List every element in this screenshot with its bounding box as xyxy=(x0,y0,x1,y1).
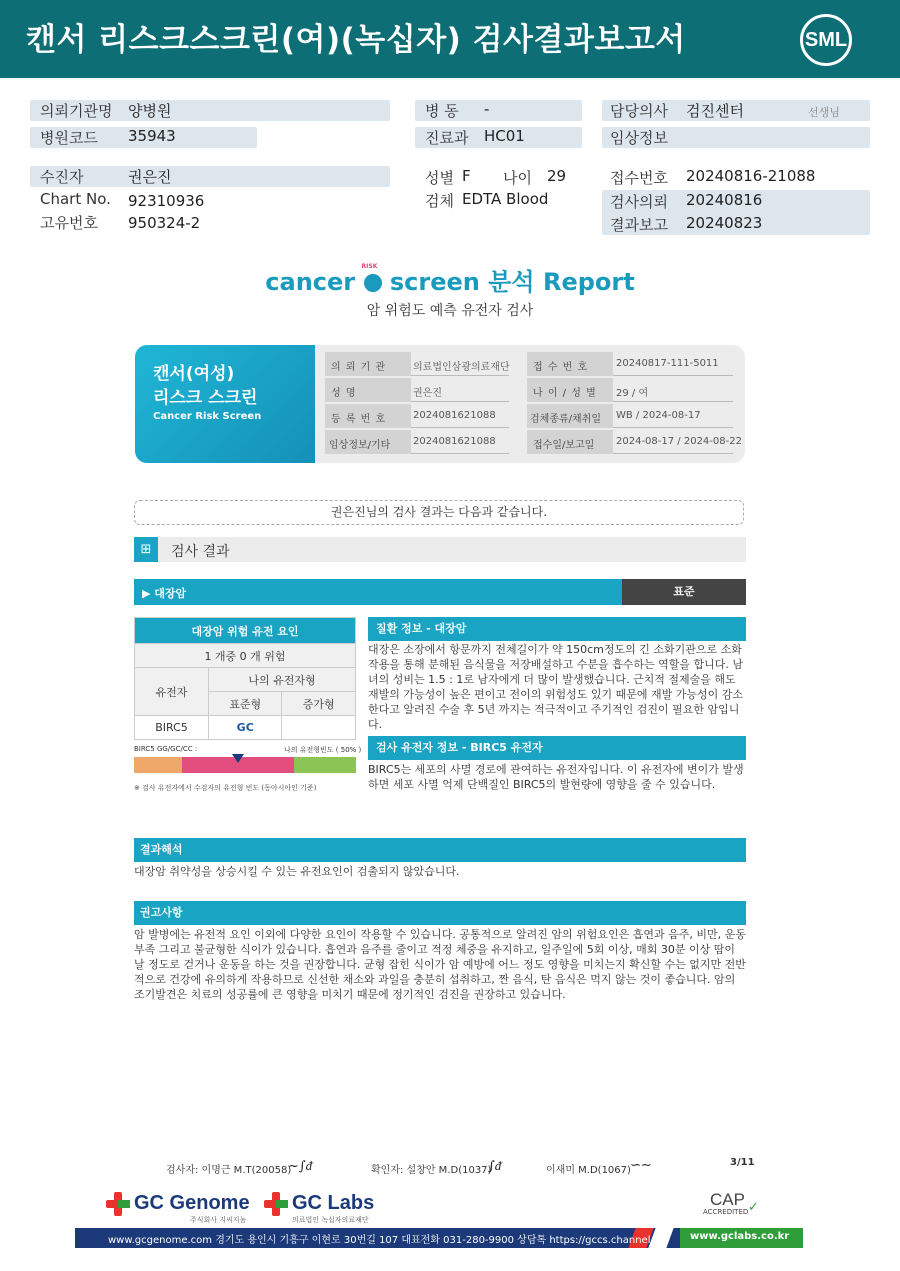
card-value: 의료법인삼광의료재단 xyxy=(413,362,510,373)
info-card xyxy=(135,345,745,463)
gc-labs-cross-icon xyxy=(264,1192,288,1216)
result-notice: 권은진님의 검사 결과는 다음과 같습니다. xyxy=(134,500,744,525)
card-banner xyxy=(135,345,315,463)
card-value: 29 / 여 xyxy=(616,388,649,399)
report-label: 결과보고 xyxy=(610,216,668,234)
card-value: 2024081621088 xyxy=(413,410,496,421)
chart-label: Chart No. xyxy=(40,190,111,208)
recommend-text: 암 발병에는 유전적 요인 이외에 다양한 요인이 작용할 수 있습니다. 공통적으로 알려진 암의 위험요인은 흡연과 음주, 비만, 운동 부족 그리고 불균형한 식이가 있습니다. 흡연과 음주를 줄이고 적정 체중을 유지하고, 일주일에 5회 이상, 매회 30분 이상 땀이 날 정도로 걷거나 운동을 하는 것을 권장합니다. 균형 잡힌 식이가 암 예방에 어느 정도 영향을 미치는지 확신할 수는 없지만 전반적으로 건강에 유의하게 작용하므로 신선한 채소와 과일을 충분히 섭취하고, 짠 음식, 탄 음식은 먹지 않는 것이 좋습니다. 암의 조기발견은 치료의 성공률에 큰 영향을 미치기 때문에 정기적인 검진을 권장하고 있습니다. xyxy=(134,928,746,1001)
doctor-label: 담당의사 xyxy=(610,102,668,120)
cancer-screen-logo xyxy=(0,262,900,297)
card-key: 등 록 번 호 xyxy=(331,414,387,425)
scale-segment-low xyxy=(134,757,182,773)
code-label: 병원코드 xyxy=(40,129,98,147)
clinical-label: 임상정보 xyxy=(610,129,668,147)
scale-note: ※ 검사 유전자에서 수검자의 유전형 빈도 (동아시아인 기준) xyxy=(134,784,317,792)
ward-label: 병 동 xyxy=(425,102,459,120)
gc-labs-logo: GC Labs xyxy=(292,1192,375,1214)
brand-report: 분석 Report xyxy=(488,268,635,296)
confirmer2-info: 이새미 M.D(1067) xyxy=(546,1165,631,1176)
cross-green xyxy=(276,1200,288,1208)
gene-risk-table xyxy=(134,617,356,740)
brand-screen: screen xyxy=(389,268,480,296)
gene-name-cell: BIRC5 xyxy=(135,716,209,740)
confirmer-info: 확인자: 설창안 M.D(1037) xyxy=(371,1165,492,1176)
card-title-3: Cancer Risk Screen xyxy=(153,411,262,422)
increase-type-cell xyxy=(282,716,356,740)
code-value: 35943 xyxy=(128,127,176,145)
brand-ring-icon xyxy=(361,263,382,292)
gene-table-title: 대장암 위험 유전 요인 xyxy=(135,618,356,644)
footer-url: www.gclabs.co.kr xyxy=(690,1231,790,1242)
institution-label: 의뢰기관명 xyxy=(40,102,113,120)
request-value: 20240816 xyxy=(686,191,763,209)
brand-cancer: cancer xyxy=(265,268,356,296)
interpretation-header: 결과해석 xyxy=(134,838,746,862)
card-value: 2024081621088 xyxy=(413,436,496,447)
card-key: 접 수 번 호 xyxy=(533,362,589,373)
gene-info-header: 검사 유전자 정보 - BIRC5 유전자 xyxy=(368,736,746,760)
gene-table-count: 1 개중 0 개 위험 xyxy=(135,644,356,668)
confirmer-signature-icon: ∫ᵭ xyxy=(488,1159,502,1174)
receipt-label: 접수번호 xyxy=(610,169,668,187)
colon-status-badge: 표준 xyxy=(622,579,746,605)
my-genotype-header: 나의 유전자형 xyxy=(209,668,356,692)
sex-label: 성별 xyxy=(425,169,454,187)
specimen-value: EDTA Blood xyxy=(462,190,549,208)
folder-plus-icon: ⊞ xyxy=(134,537,158,562)
gene-info-text: BIRC5는 세포의 사멸 경로에 관여하는 유전자입니다. 이 유전자에 변이가 발생하면 세포 사멸 억제 단백질인 BIRC5의 발현량에 영향을 줄 수 있습니다. xyxy=(368,763,744,791)
age-label: 나이 xyxy=(503,169,532,187)
card-value: 2024-08-17 / 2024-08-22 xyxy=(616,436,742,447)
gc-cross-icon xyxy=(106,1192,130,1216)
check-icon: ✓ xyxy=(748,1200,759,1215)
cross-green xyxy=(118,1200,130,1208)
card-value: 권은진 xyxy=(413,388,442,399)
specimen-label: 검체 xyxy=(425,192,454,210)
uid-label: 고유번호 xyxy=(40,214,98,232)
footer-address: www.gcgenome.com 경기도 용인시 기흥구 이현로 30번길 107 대표전화 031-280-9900 상담톡 https://gccs.channel.io/ xyxy=(108,1235,666,1246)
colon-cancer-bar xyxy=(134,579,622,605)
doctor-suffix: 선생님 xyxy=(808,106,840,119)
marker-triangle-icon xyxy=(232,754,244,763)
scale-left-label: BIRC5 GG/GC/CC : xyxy=(134,745,198,753)
card-key: 나 이 / 성 별 xyxy=(533,388,597,399)
card-key: 의 뢰 기 관 xyxy=(331,362,387,373)
report-value: 20240823 xyxy=(686,214,763,232)
scale-segment-high xyxy=(294,757,356,773)
brand-subtitle: 암 위험도 예측 유전자 검사 xyxy=(366,303,534,319)
gc-genome-logo: GC Genome xyxy=(134,1192,250,1214)
dept-label: 진료과 xyxy=(425,129,469,147)
card-key: 성 명 xyxy=(331,388,357,399)
request-label: 검사의뢰 xyxy=(610,193,668,211)
result-section-label: 검사 결과 xyxy=(171,544,230,560)
sml-logo: SML xyxy=(800,14,852,66)
card-value: WB / 2024-08-17 xyxy=(616,410,701,421)
genotype-cell: GC xyxy=(209,716,282,740)
cap-accredited: ACCREDITED xyxy=(703,1208,749,1216)
uid-value: 950324-2 xyxy=(128,214,201,232)
sex-value: F xyxy=(462,167,471,185)
page-number: 3/11 xyxy=(730,1157,755,1168)
card-title-2: 리스크 스크린 xyxy=(153,388,258,408)
recommend-header: 권고사항 xyxy=(134,901,746,925)
interpretation-text: 대장암 취약성을 상승시킬 수 있는 유전요인이 검출되지 않았습니다. xyxy=(134,865,460,878)
dept-value: HC01 xyxy=(484,127,525,145)
brand-risk: RISK xyxy=(361,263,378,270)
age-value: 29 xyxy=(547,167,567,185)
tester-info: 검사자: 이명근 M.T(20058) xyxy=(166,1165,292,1176)
cap-logo: CAP xyxy=(710,1190,745,1209)
disease-info-header: 질환 정보 - 대장암 xyxy=(368,617,746,641)
gc-labs-sub: 의료법인 녹십자의료재단 xyxy=(292,1216,369,1224)
receipt-value: 20240816-21088 xyxy=(686,167,816,185)
gc-genome-sub: 주식회사 지씨지놈 xyxy=(190,1216,247,1224)
institution-value: 양병원 xyxy=(128,102,172,120)
confirmer2-signature-icon: ∽∼ xyxy=(630,1158,652,1173)
colon-cancer-label: ▶ 대장암 xyxy=(142,587,187,600)
patient-value: 권은진 xyxy=(128,168,172,186)
disease-info-text: 대장은 소장에서 항문까지 전체길이가 약 150cm정도의 긴 소화기관으로 소화작용을 통해 분해된 음식물을 저장배설하고 수분을 흡수하는 역할을 합니다. 남녀의 성비는 1.5 : 1로 남자에게 더 많이 발생했습니다. 근치적 절제술을 해도 재발의 가능성이 높은 편이고 전이의 위험성도 있기 때문에 재발 가능성이 감소한다고 알려진 수술 후 5년 까지는 적극적이고 주기적인 검진이 필요한 암입니다. xyxy=(368,643,743,731)
card-value: 20240817-111-5011 xyxy=(616,358,719,369)
card-key: 접수일/보고일 xyxy=(533,440,595,451)
patient-label: 수진자 xyxy=(40,168,84,186)
chart-value: 92310936 xyxy=(128,192,205,210)
genotype-frequency-scale xyxy=(134,757,356,773)
card-key: 임상정보/기타 xyxy=(329,440,391,451)
normal-type-header: 표준형 xyxy=(209,692,282,716)
gene-col-header: 유전자 xyxy=(135,668,209,716)
report-title: 캔서 리스크스크린(여)(녹십자) 검사결과보고서 xyxy=(26,22,686,58)
tester-signature-icon: ~∫ᵭ xyxy=(288,1159,313,1174)
increase-type-header: 증가형 xyxy=(282,692,356,716)
ward-value: - xyxy=(484,100,490,118)
patient-row xyxy=(30,166,390,187)
scale-right-label: 나의 유전형빈도 ( 50% ) xyxy=(284,746,362,754)
card-key: 검체종류/채취일 xyxy=(530,414,601,425)
card-title-1: 캔서(여성) xyxy=(153,364,235,384)
doctor-value: 검진센터 xyxy=(686,102,744,120)
